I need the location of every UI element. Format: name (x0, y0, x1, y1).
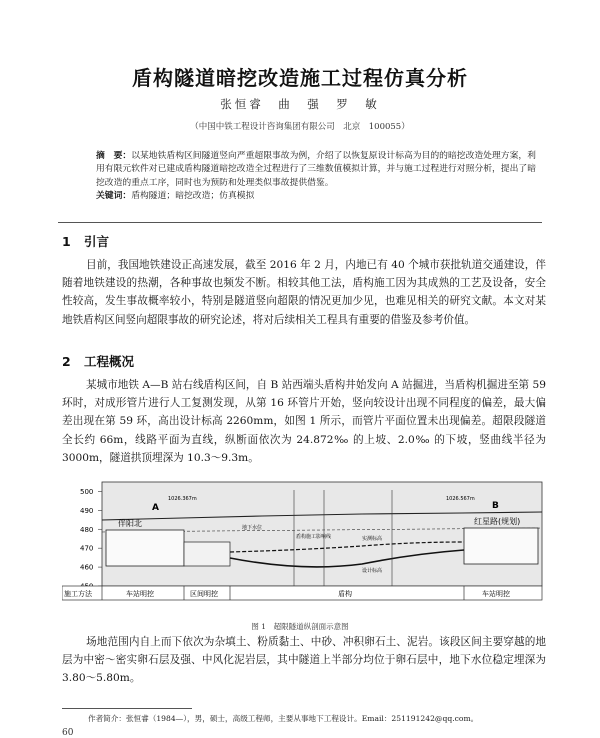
label-b: B (492, 501, 499, 511)
method-open-cut: 区间明挖 (190, 590, 218, 598)
paper-authors: 张恒睿 曲 强 罗 敏 (220, 97, 380, 111)
label-a: A (152, 503, 159, 513)
section-2-paragraph (62, 376, 546, 467)
annotation-design: 设计标高 (362, 568, 383, 574)
cut-section-box (184, 542, 230, 566)
abstract-label: 摘 要： (96, 151, 132, 161)
annotation-elev-left: 1026.367m (168, 496, 197, 502)
after-figure-text: 场地范围内自上而下依次为杂填土、粉质黏土、中砂、冲积卵石土、泥岩。该段区间主要穿越的地层为中密～密实卵石层及强、中风化泥岩层，其中隧道上半部分均位于卵石层中，地下水位稳定埋深为 3.80～5.80m。 (62, 636, 546, 685)
keywords (96, 190, 536, 203)
station-box-left (106, 530, 184, 566)
keywords-label: 关键词： (96, 191, 132, 202)
section-2-heading (62, 352, 134, 370)
section-1-title: 引言 (84, 234, 110, 249)
y-tick-label: 500 (80, 487, 94, 496)
paper-title: 盾构隧道暗挖改造施工过程仿真分析 (132, 66, 468, 90)
y-tick-label: 470 (80, 544, 94, 553)
section-1-heading (62, 232, 109, 250)
y-tick-label: 480 (80, 525, 94, 534)
section-2-title: 工程概况 (84, 354, 135, 369)
annotation-elev-right: 1026.567m (446, 496, 475, 502)
station-box-right (464, 528, 538, 564)
page-number: 60 (62, 728, 74, 738)
annotation-influence: 盾构施工影响线 (296, 534, 332, 540)
section-1-number: 1 (62, 234, 71, 249)
figure-1-caption: 图 1 超限隧道纵剖面示意图 (251, 622, 349, 631)
abstract-text: 以某地铁盾构区间隧道竖向严重超限事故为例，介绍了以恢复原设计标高为目的的暗挖改造处理方案，利用有限元软件对已建成盾构隧道暗挖改造全过程进行了三维数值模拟计算，并与施工过程进行对照分析，提出了暗挖改造的重点工序，同时也为预防和处理类似事故提供借鉴。 (96, 151, 536, 188)
y-tick-label: 490 (80, 506, 94, 515)
annotation-water: 地下水位 (242, 525, 263, 531)
paper-affiliation: （中国中铁工程设计咨询集团有限公司 北京 100055） (190, 122, 410, 132)
method-row-label: 施工方法 (64, 590, 92, 598)
figure-1-profile (62, 480, 546, 615)
section-1-text: 目前，我国地铁建设正高速发展，截至 2016 年 2 月，内地已有 40 个城市获批轨道交通建设，伴随着地铁建设的热潮，各种事故也频发不断。相较其他工法，盾构施工因为其成熟的工艺及设备，安全性较高，发生事故概率较小，特别是隧道竖向超限的情况更加少见，也难见相关的研究文献。本文对某地铁盾构区间竖向超限事故的研究论述，将对后续相关工程具有重要的借鉴及参考价值。 (62, 259, 546, 326)
annotation-measured: 实测标高 (362, 536, 383, 542)
section-1-paragraph (62, 256, 546, 329)
section-2-number: 2 (62, 354, 71, 369)
keywords-text: 盾构隧道；暗挖改造；仿真模拟 (131, 191, 255, 202)
station-left-label: 伴阳北 (118, 519, 142, 528)
after-figure-paragraph (62, 633, 546, 688)
method-station-left: 车站明挖 (126, 590, 154, 598)
station-right-label: 红星路(规划) (474, 517, 521, 526)
footnote-divider (62, 708, 192, 709)
method-shield: 盾构 (338, 590, 352, 598)
method-station-right: 车站明挖 (482, 590, 510, 598)
author-footnote: 作者简介：张恒睿（1984—），男，硕士，高级工程师，主要从事地下工程设计。Email：251191242@qq.com。 (88, 714, 479, 723)
y-tick-label: 460 (80, 563, 94, 572)
abstract-block (96, 150, 536, 204)
section-2-text: 某城市地铁 A—B 站右线盾构区间，自 B 站西端头盾构井始发向 A 站掘进，当盾构机掘进至第 59 环时，对成形管片进行人工复测发现，从第 16 环管片开始，竖向较设计出现不同程度的偏差，最大偏差出现在第 59 环，高出设计标高 2260mm，如图 1 所示，而管片平面位置未出现偏差。超限段隧道全长约 66m，线路平面为直线，纵断面依次为 24.872‰ 的上坡、2.0‰ 的下坡，竖曲线半径为 3000m，隧道拱顶埋深为 10.3～9.3m。 (62, 379, 546, 464)
abstract (96, 150, 536, 190)
abstract-divider (58, 222, 542, 223)
